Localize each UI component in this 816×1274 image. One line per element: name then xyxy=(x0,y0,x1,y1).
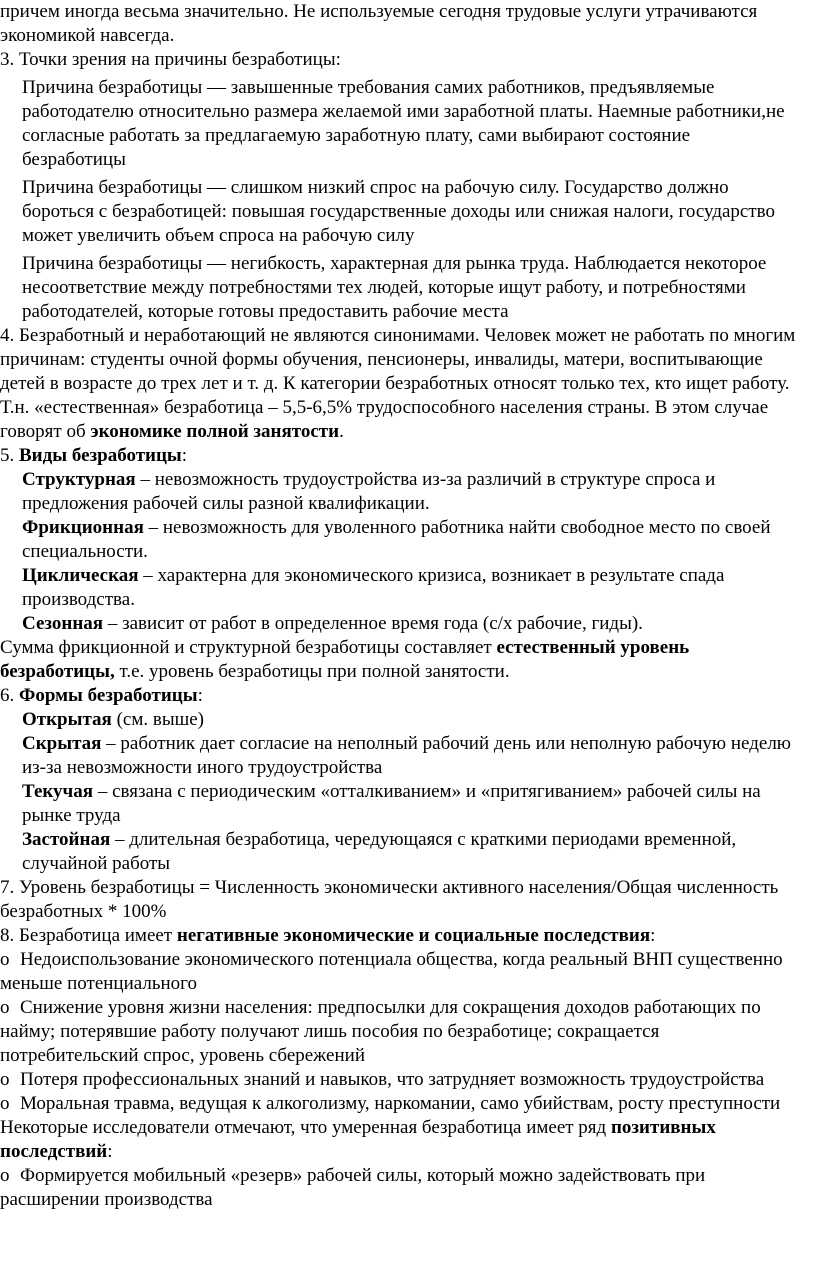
cause-item-2: Причина безработицы — слишком низкий спрос на рабочую силу. Государство должно бороться с безработицей: повышая государственные доходы или снижая налоги, государство может увеличить объем спроса на рабочую силу xyxy=(22,177,776,246)
section-6-heading: 6. Формы безработицы: xyxy=(0,685,203,706)
section-8-heading: 8. Безработица имеет негативные экономические и социальные последствия: xyxy=(0,925,656,946)
cause-item-3: Причина безработицы — негибкость, характерная для рынка труда. Наблюдается некоторое несоответствие между потребностями тех людей, которые ищут работу, и потребностями работодателей, которые готовы предоставить рабочие места xyxy=(22,253,767,322)
type-item-cyclical: Циклическая – характерна для экономического кризиса, возникает в результате спада производства. xyxy=(22,565,725,610)
negative-item: o Недоиспользование экономического потенциала общества, когда реальный ВНП существенно меньше потенциального xyxy=(0,949,783,994)
section-5-heading: 5. Виды безработицы: xyxy=(0,445,188,466)
negative-item: o Потеря профессиональных знаний и навыков, что затрудняет возможность трудоустройства xyxy=(0,1069,765,1090)
natural-rate-paragraph: Сумма фрикционной и структурной безработицы составляет естественный уровень безработицы, т.е. уровень безработицы при полной занятости. xyxy=(0,637,690,682)
bullet-icon: o xyxy=(0,1093,10,1114)
section-4-paragraph: 4. Безработный и неработающий не являются синонимами. Человек может не работать по многим причинам: студенты очной формы обучения, пенсионеры, инвалиды, матери, воспитывающие детей в возрасте до трех лет и т. д. К категории безработных относят только тех, кто ищет работу. Т.н. «естественная» безработица – 5,5-6,5% трудоспособного населения страны. В этом случае говорят об экономике полной занятости. xyxy=(0,325,796,442)
negative-item: o Моральная травма, ведущая к алкоголизму, наркомании, само убийствам, росту преступности xyxy=(0,1093,781,1114)
bullet-icon: o xyxy=(0,997,10,1018)
section-3-heading: 3. Точки зрения на причины безработицы: xyxy=(0,49,341,70)
positive-heading: Некоторые исследователи отмечают, что умеренная безработица имеет ряд позитивных последствий: xyxy=(0,1117,716,1162)
intro-paragraph: причем иногда весьма значительно. Не используемые сегодня трудовые услуги утрачиваются экономикой навсегда. xyxy=(0,1,758,46)
section-7-formula: 7. Уровень безработицы = Численность экономически активного населения/Общая численность безработных * 100% xyxy=(0,877,779,922)
type-item-seasonal: Сезонная – зависит от работ в определенное время года (с/х рабочие, гиды). xyxy=(22,613,643,634)
full-employment-term: экономике полной занятости xyxy=(90,421,340,442)
type-item-structural: Структурная – невозможность трудоустройства из-за различий в структуре спроса и предложения рабочей силы разной квалификации. xyxy=(22,469,716,514)
form-item-open: Открытая (см. выше) xyxy=(22,709,204,730)
negative-item: o Снижение уровня жизни населения: предпосылки для сокращения доходов работающих по найму; потерявшие работу получают лишь пособия по безработице; сокращается потребительский спрос, уровень сбережений xyxy=(0,997,761,1066)
form-item-stagnant: Застойная – длительная безработица, чередующаяся с краткими периодами временной, случайной работы xyxy=(22,829,737,874)
type-item-frictional: Фрикционная – невозможность для уволенного работника найти свободное место по своей специальности. xyxy=(22,517,771,562)
positive-item: o Формируется мобильный «резерв» рабочей силы, который можно задействовать при расширении производства xyxy=(0,1165,706,1210)
form-item-fluid: Текучая – связана с периодическим «отталкиванием» и «притягиванием» рабочей силы на рынке труда xyxy=(22,781,761,826)
bullet-icon: o xyxy=(0,949,10,970)
cause-item-1: Причина безработицы — завышенные требования самих работников, предъявляемые работодателю относительно размера желаемой ими заработной платы. Наемные работники,не согласные работать за предлагаемую заработную плату, сами выбирают состояние безработицы xyxy=(22,77,785,170)
bullet-icon: o xyxy=(0,1069,10,1090)
bullet-icon: o xyxy=(0,1165,10,1186)
form-item-hidden: Скрытая – работник дает согласие на неполный рабочий день или неполную рабочую неделю из-за невозможности иного трудоустройства xyxy=(22,733,791,778)
